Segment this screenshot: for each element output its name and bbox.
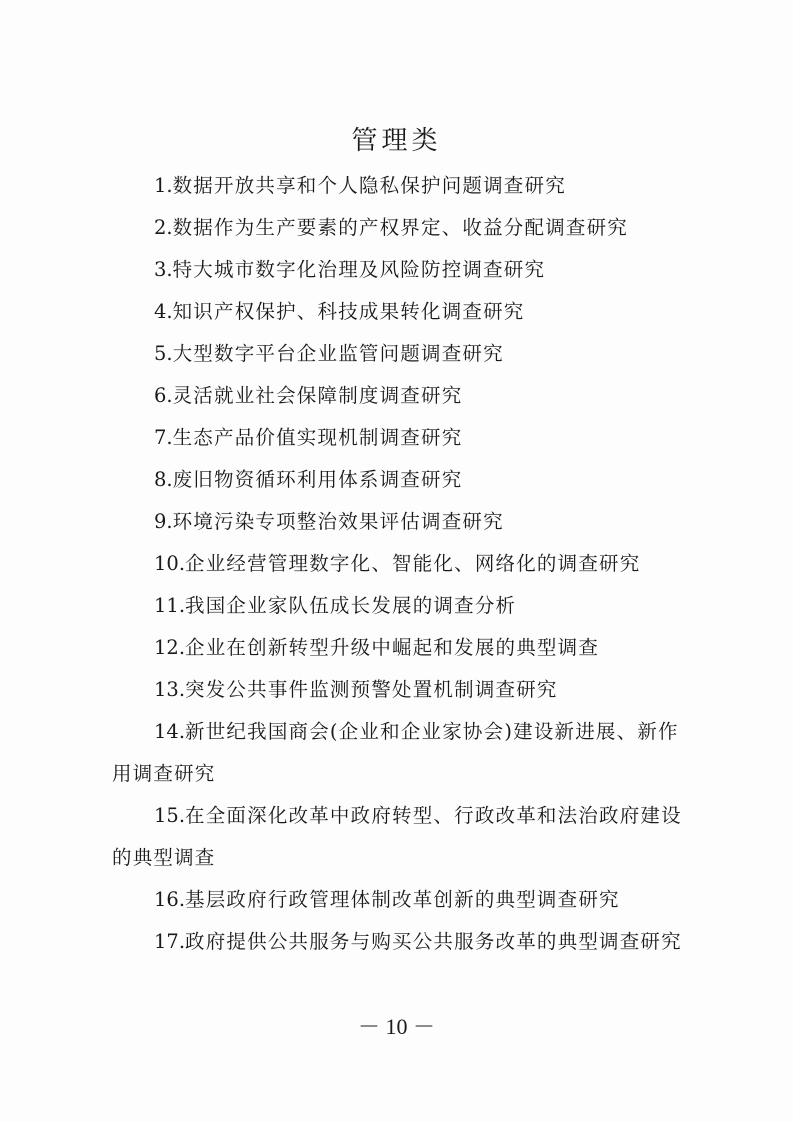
item-number: 11. bbox=[154, 594, 186, 617]
item-text: 我国企业家队伍成长发展的调查分析 bbox=[185, 594, 517, 617]
list-item bbox=[112, 921, 684, 963]
item-text: 生态产品价值实现机制调查研究 bbox=[172, 426, 463, 449]
item-text: 灵活就业社会保障制度调查研究 bbox=[172, 384, 463, 407]
item-text: 数据开放共享和个人隐私保护问题调查研究 bbox=[172, 174, 566, 197]
item-text: 在全面深化改革中政府转型、行政改革和法治政府建设的典型调查 bbox=[112, 804, 682, 869]
item-number: 14. bbox=[154, 720, 186, 743]
list-item bbox=[112, 795, 684, 879]
list-item bbox=[112, 165, 684, 207]
item-number: 4. bbox=[154, 300, 173, 323]
item-number: 15. bbox=[154, 804, 186, 827]
item-number: 5. bbox=[154, 342, 173, 365]
item-number: 8. bbox=[154, 468, 173, 491]
item-text: 新世纪我国商会(企业和企业家协会)建设新进展、新作用调查研究 bbox=[112, 720, 679, 785]
item-text: 企业经营管理数字化、智能化、网络化的调查研究 bbox=[185, 552, 641, 575]
list-item bbox=[112, 711, 684, 795]
list-item bbox=[112, 291, 684, 333]
page-number: － 10 － bbox=[357, 1014, 435, 1039]
item-number: 17. bbox=[154, 930, 186, 953]
item-number: 16. bbox=[154, 888, 186, 911]
item-number: 13. bbox=[154, 678, 186, 701]
list-item bbox=[112, 627, 684, 669]
list-item bbox=[112, 543, 684, 585]
item-number: 2. bbox=[154, 216, 173, 239]
list-item bbox=[112, 669, 684, 711]
list-item bbox=[112, 249, 684, 291]
list-item bbox=[112, 501, 684, 543]
item-number: 7. bbox=[154, 426, 173, 449]
item-number: 3. bbox=[154, 258, 173, 281]
list-item bbox=[112, 207, 684, 249]
list-item bbox=[112, 585, 684, 627]
item-text: 环境污染专项整治效果评估调查研究 bbox=[172, 510, 504, 533]
list-item bbox=[112, 417, 684, 459]
item-text: 基层政府行政管理体制改革创新的典型调查研究 bbox=[185, 888, 620, 911]
item-text: 大型数字平台企业监管问题调查研究 bbox=[172, 342, 504, 365]
section-title: 管理类 bbox=[351, 126, 442, 156]
item-text: 知识产权保护、科技成果转化调查研究 bbox=[172, 300, 525, 323]
item-text: 政府提供公共服务与购买公共服务改革的典型调查研究 bbox=[185, 930, 682, 953]
item-text: 特大城市数字化治理及风险防控调查研究 bbox=[172, 258, 546, 281]
item-number: 10. bbox=[154, 552, 186, 575]
item-text: 企业在创新转型升级中崛起和发展的典型调查 bbox=[185, 636, 600, 659]
list-item bbox=[112, 459, 684, 501]
item-text: 突发公共事件监测预警处置机制调查研究 bbox=[185, 678, 558, 701]
list-item bbox=[112, 375, 684, 417]
list-item bbox=[112, 879, 684, 921]
topic-list bbox=[112, 165, 684, 963]
item-text: 数据作为生产要素的产权界定、收益分配调查研究 bbox=[172, 216, 629, 239]
item-number: 12. bbox=[154, 636, 186, 659]
item-number: 6. bbox=[154, 384, 173, 407]
item-number: 1. bbox=[154, 174, 173, 197]
item-number: 9. bbox=[154, 510, 173, 533]
item-text: 废旧物资循环利用体系调查研究 bbox=[172, 468, 463, 491]
list-item bbox=[112, 333, 684, 375]
